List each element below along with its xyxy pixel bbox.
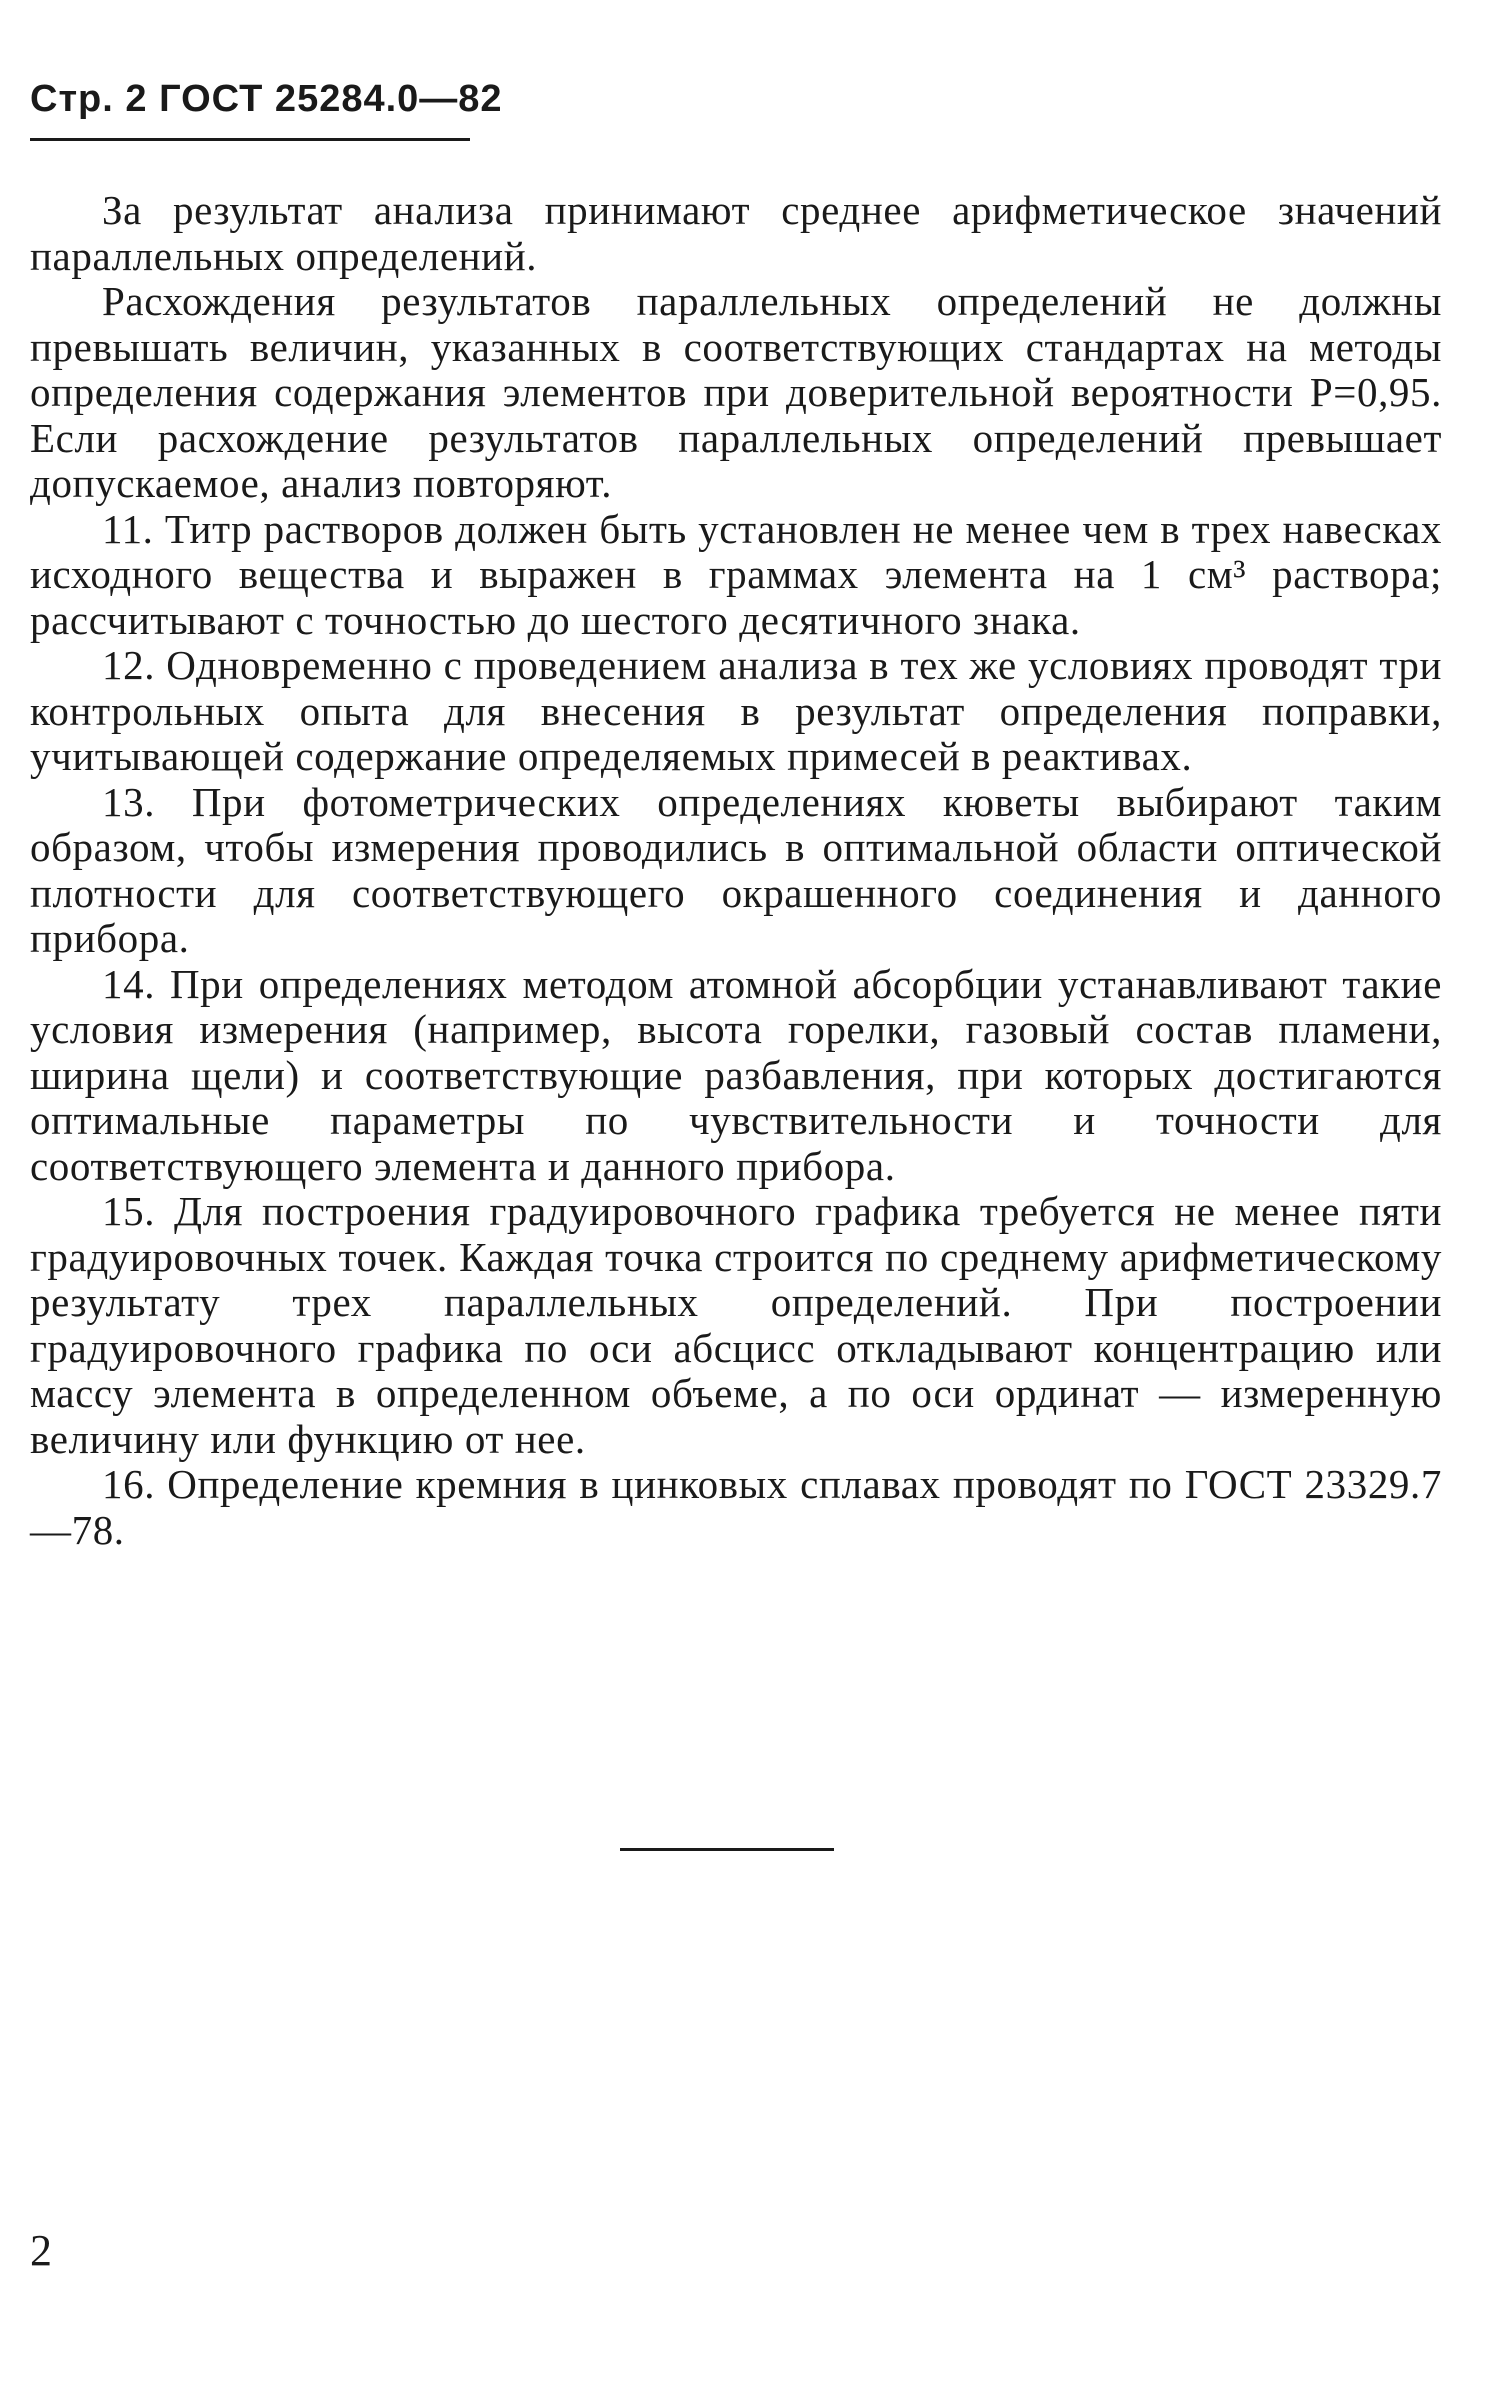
paragraph-result: За результат анализа принимают среднее арифметическое значений параллельных определений. [30, 187, 1442, 279]
page-number: 2 [30, 2226, 52, 2275]
paragraph-discrepancy: Расхождения результатов параллельных определений не должны превышать величин, указанных в соответствующих стандартах на методы определения содержания элементов при доверительной вероятности P=0,95. Если расхождение результатов параллельных определений превышает допускаемое, анализ повторяют. [30, 278, 1442, 506]
header-rule [30, 138, 470, 141]
paragraph-12-control: 12. Одновременно с проведением анализа в тех же условиях проводят три контрольных опыта для внесения в результат определения поправки, учитывающей содержание определяемых примесей в реактивах. [30, 642, 1442, 779]
paragraph-13-photometric: 13. При фотометрических определениях кюветы выбирают таким образом, чтобы измерения проводились в оптимальной области оптической плотности для соответствующего окрашенного соединения и данного прибора. [30, 778, 1442, 961]
paragraph-14-atomic-absorption: 14. При определениях методом атомной абсорбции устанавливают такие условия измерения (например, высота горелки, газовый состав пламени, ширина щели) и соответствующие разбавления, при которых достигаются оптимальные параметры по чувствительности и точности для соответствующего элемента и данного прибора. [30, 960, 1442, 1189]
paragraph-11-titer: 11. Титр растворов должен быть установлен не менее чем в трех навесках исходного вещества и выражен в граммах элемента на 1 см³ раствора; рассчитывают с точностью до шестого десятичного знака. [30, 505, 1442, 643]
paragraph-16-silicon: 16. Определение кремния в цинковых сплавах проводят по ГОСТ 23329.7—78. [30, 1461, 1442, 1553]
end-rule [620, 1848, 834, 1851]
document-body [30, 188, 1442, 1553]
page-header: Стр. 2 ГОСТ 25284.0—82 [30, 78, 503, 120]
paragraph-15-calibration: 15. Для построения градуировочного графика требуется не менее пяти градуировочных точек. Каждая точка строится по среднему арифметическому результату трех параллельных определений. При построении градуировочного графика по оси абсцисс откладывают концентрацию или массу элемента в определенном объеме, а по оси ординат — измеренную величину или функцию от нее. [30, 1188, 1442, 1462]
